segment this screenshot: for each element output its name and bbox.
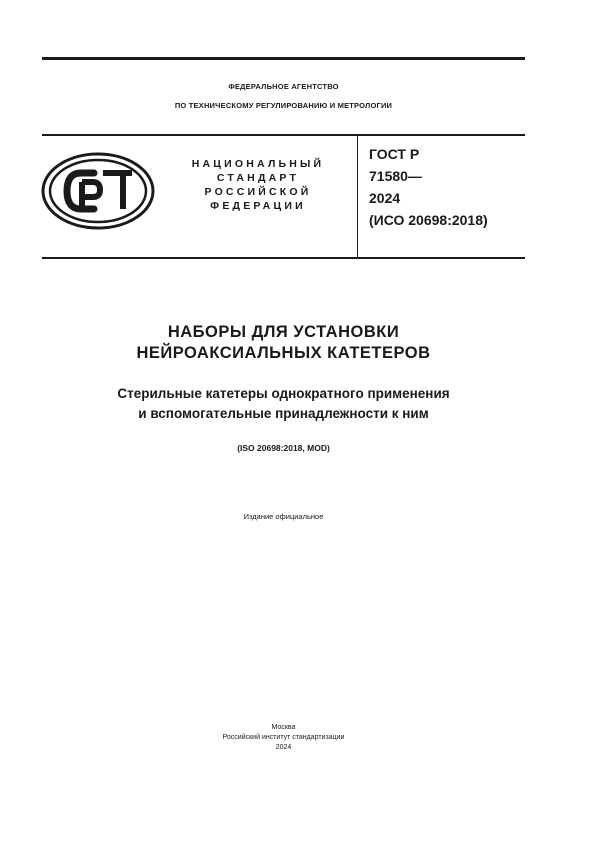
document-title [42,322,525,364]
designation-line: (ИСО 20698:2018) [369,212,488,228]
subtitle-line: и вспомогательные принадлежности к ним [138,406,429,421]
edition-label: Издание официальное [243,512,324,521]
header-rule [42,134,525,136]
top-rule [42,57,525,60]
designation-line: 71580— [369,168,422,184]
title-line: НЕЙРОАКСИАЛЬНЫХ КАТЕТЕРОВ [136,344,431,362]
designation-line: 2024 [369,190,401,206]
title-line: НАБОРЫ ДЛЯ УСТАНОВКИ [167,323,400,341]
national-standard-line: СТАНДАРТ [216,172,300,184]
agency-line-1: ФЕДЕРАЛЬНОЕ АГЕНТСТВО [228,82,339,91]
publication-city: Москва [271,724,296,731]
national-standard-line: ФЕДЕРАЦИИ [210,200,306,212]
subtitle-line: Стерильные катетеры однократного применения [117,386,450,401]
iso-reference: (ISO 20698:2018, MOD) [237,443,330,453]
publication-info [42,723,525,753]
header-bottom-rule [42,257,525,259]
agency-line-2: ПО ТЕХНИЧЕСКОМУ РЕГУЛИРОВАНИЮ И МЕТРОЛОГИИ [174,101,393,110]
national-standard-line: РОССИЙСКОЙ [204,186,312,198]
standard-designation [369,143,488,231]
national-standard-line: НАЦИОНАЛЬНЫЙ [191,158,325,170]
designation-line: ГОСТ Р [369,146,420,162]
national-standard-block [168,157,348,213]
rst-logo-icon [40,151,158,231]
publication-year: 2024 [275,744,292,751]
document-subtitle [42,384,525,424]
publisher-name: Российский институт стандартизации [222,734,345,741]
vertical-divider [357,136,358,258]
